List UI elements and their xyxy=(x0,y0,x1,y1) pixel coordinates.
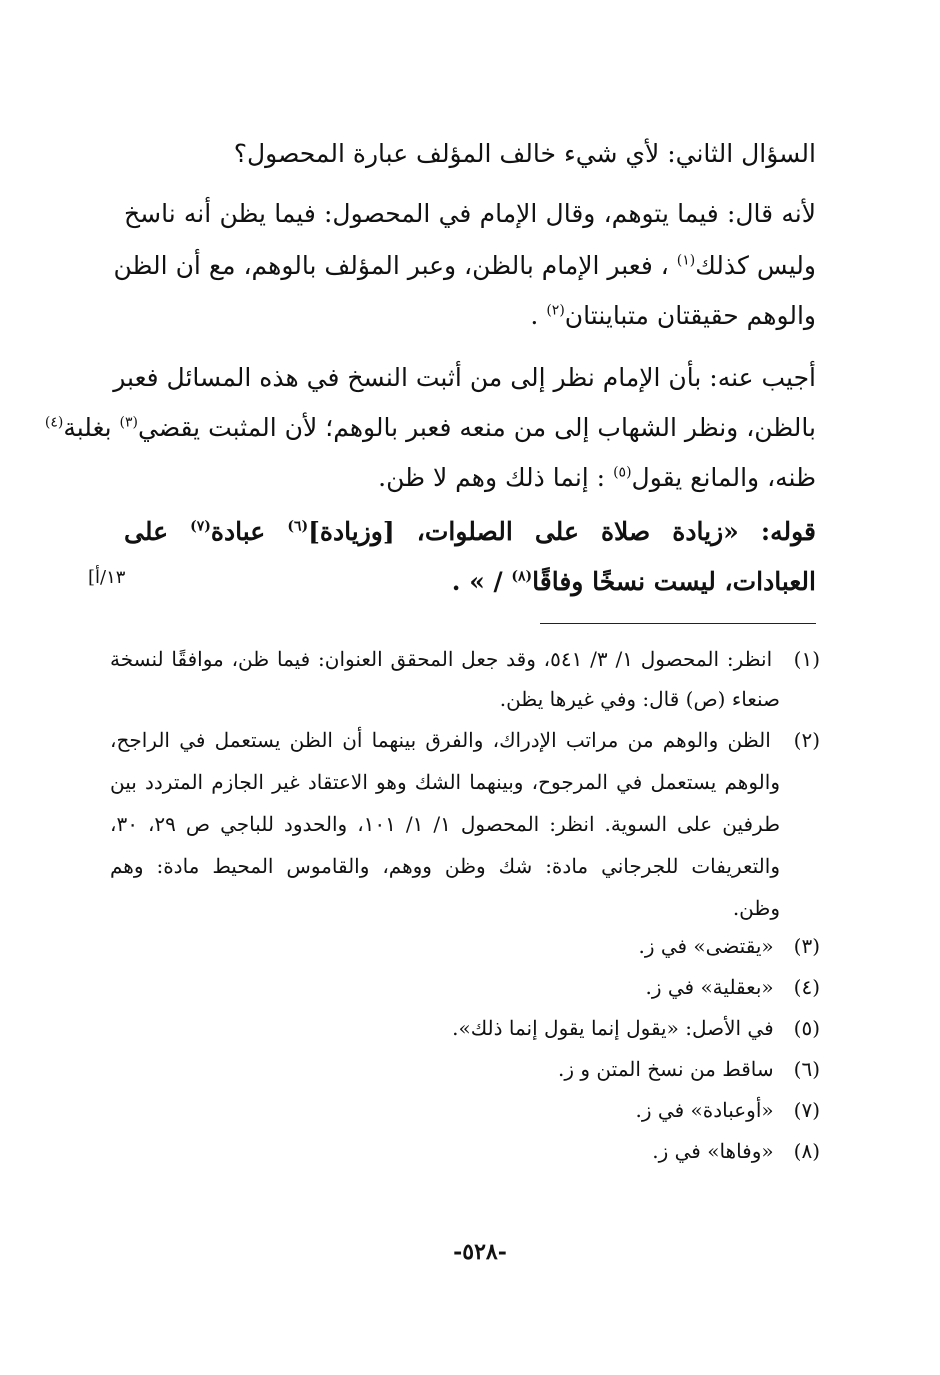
footnote-1-text-2: صنعاء (ص) قال: وفي غيرها يظن. xyxy=(499,687,780,711)
footnote-2-text-4: والتعريفات للجرجاني مادة: شك وظن ووهم، والقاموس المحيط مادة: وهم xyxy=(110,854,780,878)
footnote-2-line5 xyxy=(110,894,780,922)
footnote-5-text: في الأصل: «يقول إنما يقول إنما ذلك». xyxy=(452,1016,774,1040)
footnote-4-number: (٤) xyxy=(793,975,820,999)
para2-text-5: : إنما ذلك وهم لا ظن. xyxy=(378,463,606,492)
footnote-2-line2 xyxy=(110,768,780,796)
footnote-marker-7: (٧) xyxy=(190,518,211,535)
para1-text-4: والوهم حقيقتان متباينتان xyxy=(564,301,816,330)
footnote-2-line4 xyxy=(110,852,780,880)
footnote-1-line2 xyxy=(110,685,780,713)
footnote-2-number: (٢) xyxy=(793,728,821,752)
quote-line2 xyxy=(124,566,816,598)
para2-line2 xyxy=(44,412,816,444)
footnote-2-text-2: والوهم يستعمل في المرجوح، وبينهما الشك وهو الاعتقاد غير الجازم المتردد بين xyxy=(110,770,780,794)
footnote-6-text: ساقط من نسخ المتن و ز. xyxy=(558,1057,774,1081)
footnote-4-text: «بعقلية» في ز. xyxy=(645,975,774,999)
footnote-2-text-3: طرفين على السوية. انظر: المحصول ١/ ١/ ١٠١، والحدود للباجي ص ٢٩، ٣٠، xyxy=(110,812,780,836)
quote-text-2: عبادة xyxy=(210,517,266,546)
para1-text-1: لأنه قال: فيما يتوهم، وقال الإمام في المحصول: فيما يظن أنه ناسخ xyxy=(124,199,816,228)
quote-line1 xyxy=(124,516,816,548)
margin-folio-reference: ١٣/أ] xyxy=(88,567,126,588)
question-line xyxy=(124,138,816,170)
footnote-3-number: (٣) xyxy=(793,934,820,958)
footnote-2-text-5: وظن. xyxy=(732,896,780,920)
footnote-3 xyxy=(110,932,820,960)
para1-text-2: وليس كذلك xyxy=(695,251,816,280)
footnote-separator xyxy=(540,623,816,624)
footnote-marker-4: (٤) xyxy=(44,414,64,431)
footnote-7-number: (٧) xyxy=(793,1098,820,1122)
para1-text-3: ، فعبر الإمام بالظن، وعبر المؤلف بالوهم، مع أن الظن xyxy=(113,251,669,280)
para2-text-2: بالظن، ونظر الشهاب إلى من منعه فعبر بالوهم؛ لأن المثبت يقضي xyxy=(138,413,816,442)
para1-text-5: . xyxy=(530,301,539,330)
quote-text-1: قوله: «زيادة صلاة على الصلوات، [وزيادة] xyxy=(308,517,816,546)
footnote-8 xyxy=(110,1137,820,1165)
quote-text-3: على xyxy=(124,517,169,546)
footnote-7-text: «أوعبادة» في ز. xyxy=(635,1098,774,1122)
para1-line1 xyxy=(124,198,816,230)
footnote-1-text-1: انظر: المحصول ١/ ٣/ ٥٤١، وقد جعل المحقق العنوان: فيما ظن، موافقًا لنسخة xyxy=(110,647,773,671)
para2-text-1: أجيب عنه: بأن الإمام نظر إلى من أثبت النسخ في هذه المسائل فعبر xyxy=(113,363,816,392)
footnote-8-number: (٨) xyxy=(793,1139,820,1163)
footnote-marker-3: (٣) xyxy=(119,414,139,431)
footnote-marker-2: (٢) xyxy=(546,302,565,319)
footnote-6 xyxy=(110,1055,820,1083)
footnote-5-number: (٥) xyxy=(793,1016,820,1040)
footnote-4 xyxy=(110,973,820,1001)
footnote-1-number: (١) xyxy=(793,647,820,671)
footnote-marker-8: (٨) xyxy=(511,568,533,585)
footnote-marker-6: (٦) xyxy=(287,518,309,535)
footnote-7 xyxy=(110,1096,820,1124)
quote-text-4: العبادات، ليست نسخًا وفاقًا xyxy=(532,567,816,596)
para2-text-3: بغلبة xyxy=(63,413,112,442)
para2-line1 xyxy=(113,362,816,394)
page-number: -٥٢٨- xyxy=(453,1239,507,1265)
footnote-marker-5: (٥) xyxy=(613,464,632,481)
footnote-5 xyxy=(110,1014,820,1042)
para2-line3 xyxy=(124,462,816,494)
footnote-1-line1 xyxy=(110,645,820,673)
para2-text-4: ظنه، والمانع يقول xyxy=(631,463,816,492)
footnote-2-line1 xyxy=(110,726,820,754)
footnote-2-line3 xyxy=(110,810,780,838)
footnote-8-text: «وفاها» في ز. xyxy=(652,1139,774,1163)
para1-line3 xyxy=(124,300,816,332)
footnote-2-text-1: الظن والوهم من مراتب الإدراك، والفرق بينهما أن الظن يستعمل في الراجح، xyxy=(110,728,771,752)
quote-text-5: / » . xyxy=(451,567,503,596)
para1-line2 xyxy=(113,250,816,282)
footnote-6-number: (٦) xyxy=(793,1057,820,1081)
question-text: السؤال الثاني: لأي شيء خالف المؤلف عبارة المحصول؟ xyxy=(233,139,816,168)
footnote-marker-1: (١) xyxy=(676,252,696,269)
footnote-3-text: «يقتضى» في ز. xyxy=(638,934,774,958)
